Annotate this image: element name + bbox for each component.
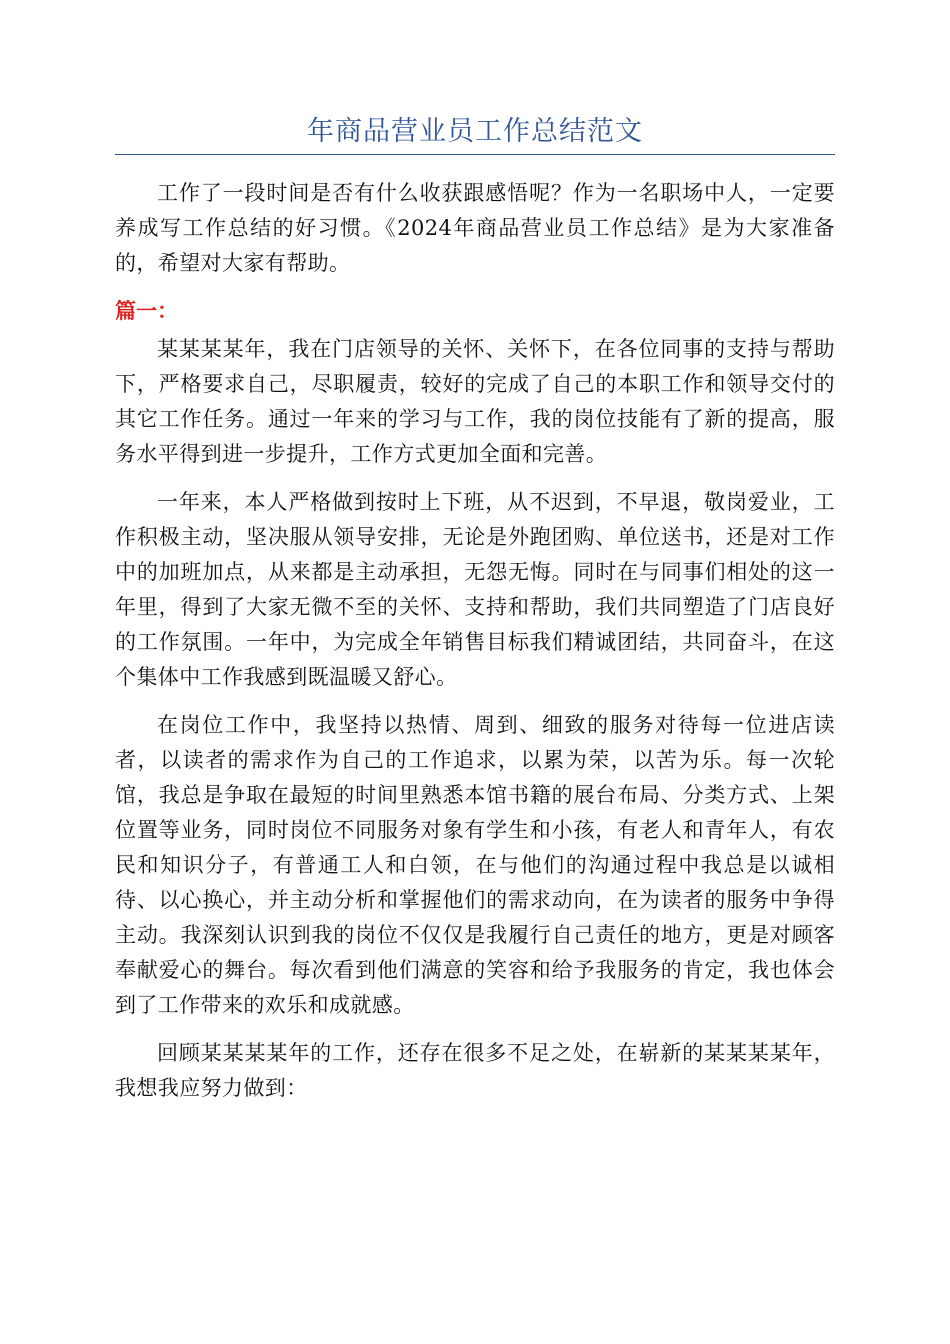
body-paragraph-4: 回顾某某某某年的工作，还存在很多不足之处，在崭新的某某某某年，我想我应努力做到： [115, 1041, 835, 1100]
intro-paragraph: 工作了一段时间是否有什么收获跟感悟呢？作为一名职场中人，一定要养成写工作总结的好习惯。《2024年商品营业员工作总结》是为大家准备的，希望对大家有帮助。 [115, 181, 835, 275]
title-underline [115, 154, 835, 155]
document-body [115, 176, 835, 1119]
document-title: 年商品营业员工作总结范文 [307, 116, 643, 147]
body-paragraph-2: 一年来，本人严格做到按时上下班，从不迟到，不早退，敬岗爱业，工作积极主动，坚决服从领导安排，无论是外跑团购、单位送书，还是对工作中的加班加点，从来都是主动承担，无怨无悔。同时在与同事们相处的这一年里，得到了大家无微不至的关怀、支持和帮助，我们共同塑造了门店良好的工作氛围。一年中，为完成全年销售目标我们精诚团结，共同奋斗，在这个集体中工作我感到既温暖又舒心。 [115, 490, 835, 689]
body-paragraph-1: 某某某某年，我在门店领导的关怀、关怀下，在各位同事的支持与帮助下，严格要求自己，尽职履责，较好的完成了自己的本职工作和领导交付的其它工作任务。通过一年来的学习与工作，我的岗位技能有了新的提高，服务水平得到进一步提升，工作方式更加全面和完善。 [115, 337, 835, 466]
section-heading: 篇一： [115, 299, 178, 323]
body-paragraph-3: 在岗位工作中，我坚持以热情、周到、细致的服务对待每一位进店读者，以读者的需求作为自己的工作追求，以累为荣，以苦为乐。每一次轮馆，我总是争取在最短的时间里熟悉本馆书籍的展台布局、分类方式、上架位置等业务，同时岗位不同服务对象有学生和小孩，有老人和青年人，有农民和知识分子，有普通工人和白领，在与他们的沟通过程中我总是以诚相待、以心换心，并主动分析和掌握他们的需求动向，在为读者的服务中争得主动。我深刻认识到我的岗位不仅仅是我履行自己责任的地方，更是对顾客奉献爱心的舞台。每次看到他们满意的笑容和给予我服务的肯定，我也体会到了工作带来的欢乐和成就感。 [115, 713, 835, 1017]
